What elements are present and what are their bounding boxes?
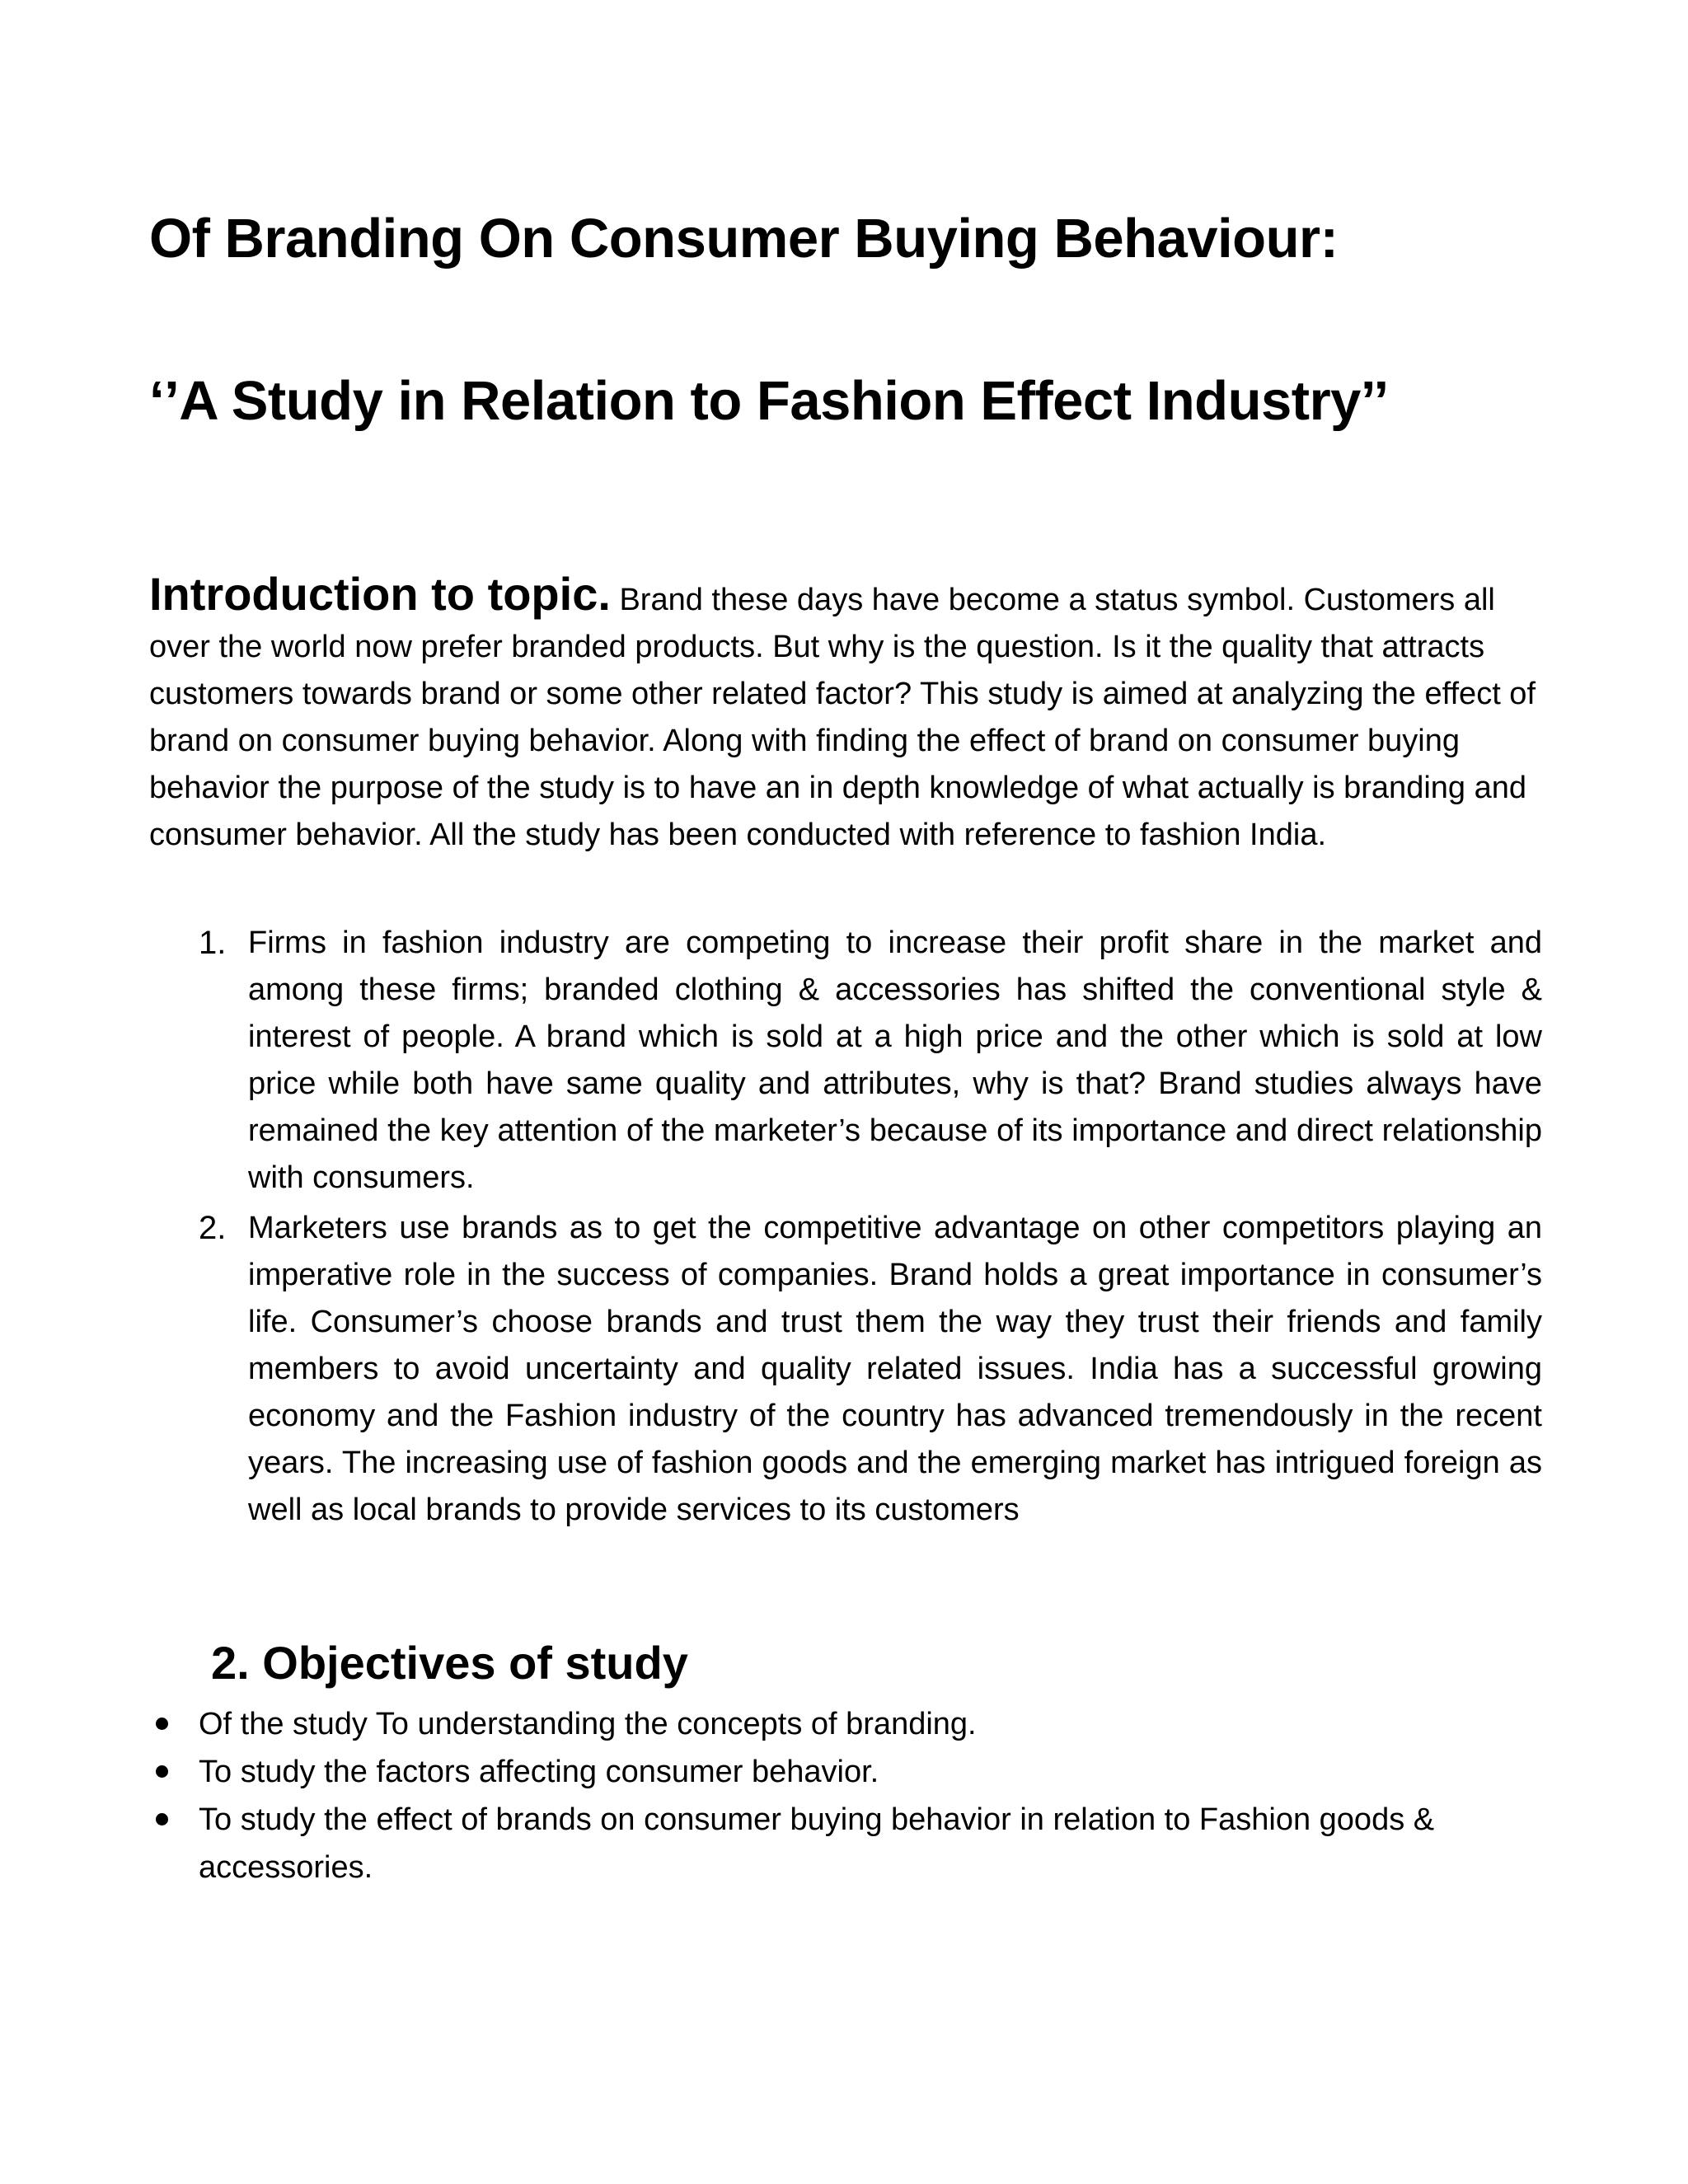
list-number: 2. [199, 1210, 227, 1246]
list-item [149, 1700, 1542, 1748]
objectives-list [149, 1700, 1542, 1891]
numbered-list [149, 920, 1542, 1537]
title-line-2: ‘’A Study in Relation to Fashion Effect Industry’’ [149, 370, 1389, 432]
title-line-1: Of Branding On Consumer Buying Behaviour: [149, 208, 1339, 269]
list-item-text: Firms in fashion industry are competing to increase their profit share in the market and among these firms; branded clothing & accessories has shifted the conventional style & interest of people. A brand which is sold at a high price and the other which is sold at low price while both have same quality and attributes, why is that? Brand studies always have remained the key attention of the marketer’s because of its importance and direct relationship with consumers. [248, 926, 1542, 1195]
bullet-icon [156, 1813, 168, 1825]
list-number: 1. [199, 925, 227, 961]
list-item [149, 920, 1542, 1202]
list-item-text: Marketers use brands as to get the competitive advantage on other competitors playing an imperative role in the success of companies. Brand holds a great importance in consumer’s life. Consumer’s choose brands and trust them the way they trust their friends and family members to avoid uncertainty and quality related issues. India has a successful growing economy and the Fashion industry of the country has advanced tremendously in the recent years. The increasing use of fashion goods and the emerging market has intrigued foreign as well as local brands to provide services to its customers [248, 1211, 1542, 1527]
introduction-paragraph [149, 570, 1542, 859]
introduction-text: Brand these days have become a status symbol. Customers all over the world now prefer branded products. But why is the question. Is it the quality that attracts customers towards brand or some other related factor? This study is aimed at analyzing the effect of brand on consumer buying behavior. Along with finding the effect of brand on consumer buying behavior the purpose of the study is to have an in depth knowledge of what actually is branding and consumer behavior. All the study has been conducted with reference to fashion India. [149, 583, 1536, 852]
objective-text: Of the study To understanding the concepts of branding. [199, 1707, 977, 1741]
introduction-heading: Introduction to topic. [149, 568, 611, 620]
list-item [149, 1796, 1542, 1891]
objective-text: To study the effect of brands on consumer buying behavior in relation to Fashion goods & accessories. [199, 1802, 1435, 1885]
list-item [149, 1748, 1542, 1796]
list-item [149, 1205, 1542, 1534]
objective-text: To study the factors affecting consumer behavior. [199, 1755, 879, 1789]
bullet-icon [156, 1765, 168, 1778]
bullet-icon [156, 1718, 168, 1730]
objectives-heading: 2. Objectives of study [211, 1637, 688, 1689]
